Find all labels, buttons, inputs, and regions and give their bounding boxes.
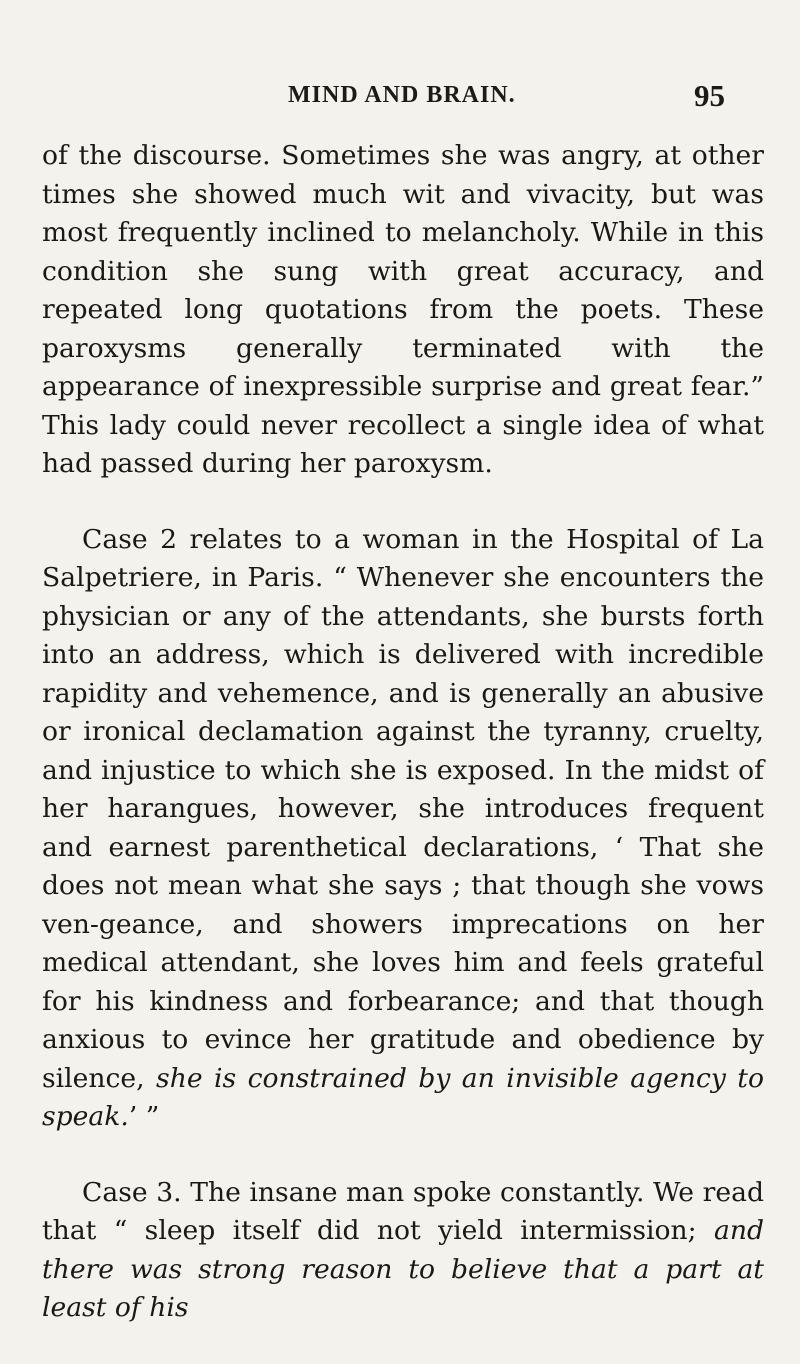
body-text	[42, 137, 764, 1328]
paragraph-3	[42, 1174, 764, 1328]
running-head: MIND AND BRAIN.	[288, 82, 516, 108]
paragraph-2-closing-quote: ’ ”	[128, 1101, 160, 1132]
paragraph-2-italic-text: she is constrained by an invisible agency to speak.	[42, 1062, 764, 1132]
paragraph-1	[42, 137, 764, 484]
paragraph-2-text: Case 2 relates to a woman in the Hospital of La Salpetriere, in Paris. “ Whenever she encounters the physician or any of the attendants, she bursts forth into an address, which is delivered with incredible rapidity and vehemence, and is generally an abusive or ironical declamation against the tyranny, cruelty, and injustice to which she is exposed. In the midst of her harangues, however, she introduces frequent and earnest parenthetical declarations, ‘ That she does not mean what she says ; that though she vows ven-geance, and showers imprecations on her medical attendant, she loves him and feels grateful for his kindness and forbearance; and that though anxious to evince her gratitude and obedience by silence,	[42, 523, 764, 1094]
page-header	[0, 78, 800, 122]
paragraph-3-italic-text: and there was strong reason to believe that a part at least of his	[42, 1215, 764, 1323]
paragraph-2	[42, 521, 764, 1137]
page-number: 95	[694, 78, 725, 113]
paragraph-3-text: Case 3. The insane man spoke constantly. We read that “ sleep itself did not yield intermission;	[42, 1176, 764, 1246]
paragraph-1-text: of the discourse. Sometimes she was angry, at other times she showed much wit and vivacity, but was most frequently inclined to melancholy. While in this condition she sung with great accuracy, and repeated long quotations from the poets. These paroxysms generally terminated with the appearance of inexpressible surprise and great fear.” This lady could never recollect a single idea of what had passed during her paroxysm.	[42, 140, 764, 479]
